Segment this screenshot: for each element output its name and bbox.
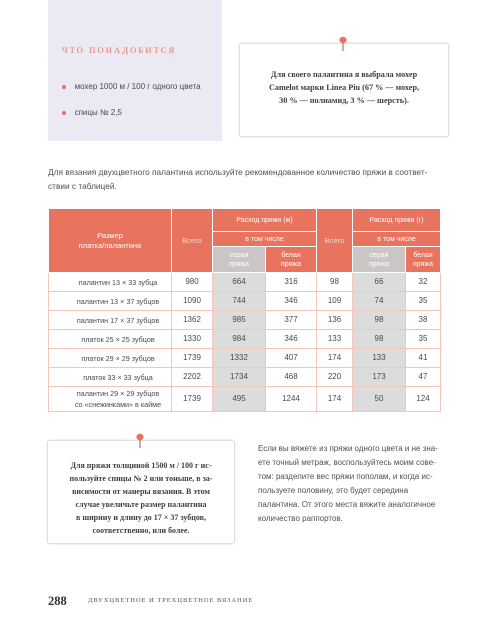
- grams-gray-header: серая пряжа: [353, 247, 406, 273]
- single-color-tip: Если вы вяжете из пряжи одного цвета и не зна- ете точный метраж, воспользуйтесь моим сове- том: разделите вес пряжи пополам, и когда ис- пользуете половину, это будет середина палантина. От этого места вяжите аналогичное количество раппортов.: [258, 444, 438, 523]
- yarn-table: [48, 208, 441, 412]
- grams-white-cell: 41: [406, 349, 441, 368]
- thick-yarn-note-text: Для пряжи толщиной 1500 м / 100 г ис- пользуйте спицы № 2 или тоньше, в за- висимости от манеры вязания. В этом случае увеличьте размер палантина в ширину и длину до 17 × 37 зубцов, соответственно, или более.: [69, 461, 213, 535]
- meters-total-cell: 980: [172, 273, 213, 292]
- grams-white-cell: 38: [406, 311, 441, 330]
- grams-total-cell: 174: [317, 387, 353, 412]
- table-row: [49, 349, 441, 368]
- meters-white-cell: 1244: [266, 387, 317, 412]
- grams-header: Расход пряжи (г): [353, 209, 441, 232]
- table-row: [49, 273, 441, 292]
- size-cell: палантин 13 × 37 зубцов: [49, 292, 172, 311]
- grams-including-header: в том числе: [353, 232, 441, 247]
- materials-heading: ЧТО ПОНАДОБИТСЯ: [62, 45, 177, 55]
- meters-white-cell: 346: [266, 292, 317, 311]
- table-row: [49, 311, 441, 330]
- size-cell: палантин 29 × 29 зубцов со «снежинками» в кайме: [49, 387, 172, 412]
- meters-gray-cell: 985: [213, 311, 266, 330]
- grams-gray-cell: 173: [353, 368, 406, 387]
- grams-white-cell: 35: [406, 330, 441, 349]
- table-row: [49, 387, 441, 412]
- meters-total-cell: 1090: [172, 292, 213, 311]
- meters-white-cell: 468: [266, 368, 317, 387]
- meters-header: Расход пряжи (м): [213, 209, 317, 232]
- size-header: Размер платка/палантина: [49, 209, 172, 273]
- grams-gray-cell: 98: [353, 311, 406, 330]
- size-cell: платок 33 × 33 зубца: [49, 368, 172, 387]
- meters-white-cell: 316: [266, 273, 317, 292]
- materials-item: [62, 107, 122, 119]
- bullet-icon: [62, 85, 66, 89]
- size-cell: платок 29 × 29 зубцов: [49, 349, 172, 368]
- meters-total-header: Всего: [172, 209, 213, 273]
- meters-gray-cell: 1332: [213, 349, 266, 368]
- grams-total-cell: 98: [317, 273, 353, 292]
- grams-gray-cell: 133: [353, 349, 406, 368]
- meters-white-cell: 346: [266, 330, 317, 349]
- grams-white-cell: 32: [406, 273, 441, 292]
- grams-total-cell: 133: [317, 330, 353, 349]
- materials-item: [62, 81, 201, 93]
- meters-gray-cell: 495: [213, 387, 266, 412]
- yarn-note-card: [240, 44, 448, 136]
- meters-gray-cell: 744: [213, 292, 266, 311]
- bullet-icon: [62, 111, 66, 115]
- size-cell: платок 25 × 25 зубцов: [49, 330, 172, 349]
- meters-white-cell: 377: [266, 311, 317, 330]
- grams-gray-cell: 74: [353, 292, 406, 311]
- meters-total-cell: 1330: [172, 330, 213, 349]
- size-cell: палантин 17 × 37 зубцов: [49, 311, 172, 330]
- table-body: [49, 273, 441, 412]
- pin-icon: [135, 433, 145, 449]
- grams-total-header: Всего: [317, 209, 353, 273]
- thick-yarn-note-card: [48, 441, 234, 543]
- yarn-note-text: Для своего палантина я выбрала мохер Camelot марки Linea Piu (67 % — мохер, 30 % — полиамид, 3 % — шерсть).: [268, 70, 420, 105]
- meters-white-cell: 407: [266, 349, 317, 368]
- header-row: [49, 209, 441, 232]
- materials-panel: [48, 0, 222, 141]
- intro-paragraph: Для вязания двухцветного палантина используйте рекомендованное количество пряжи в соответ- ствии с таблицей.: [48, 167, 428, 191]
- pin-icon: [338, 36, 348, 52]
- size-cell: палантин 13 × 33 зубца: [49, 273, 172, 292]
- grams-gray-cell: 66: [353, 273, 406, 292]
- meters-total-cell: 1739: [172, 349, 213, 368]
- table-row: [49, 292, 441, 311]
- materials-item-label: спицы № 2,5: [74, 108, 122, 117]
- grams-white-cell: 47: [406, 368, 441, 387]
- grams-white-header: белая пряжа: [406, 247, 441, 273]
- meters-gray-cell: 984: [213, 330, 266, 349]
- page-number: 288: [48, 594, 67, 608]
- meters-total-cell: 1739: [172, 387, 213, 412]
- grams-gray-cell: 98: [353, 330, 406, 349]
- grams-total-cell: 136: [317, 311, 353, 330]
- grams-total-cell: 220: [317, 368, 353, 387]
- meters-gray-header: серая пряжа: [213, 247, 266, 273]
- meters-total-cell: 2202: [172, 368, 213, 387]
- table-row: [49, 330, 441, 349]
- grams-white-cell: 124: [406, 387, 441, 412]
- grams-gray-cell: 50: [353, 387, 406, 412]
- grams-total-cell: 174: [317, 349, 353, 368]
- meters-including-header: в том числе: [213, 232, 317, 247]
- table-header: [49, 209, 441, 273]
- meters-total-cell: 1362: [172, 311, 213, 330]
- meters-gray-cell: 664: [213, 273, 266, 292]
- grams-total-cell: 109: [317, 292, 353, 311]
- meters-white-header: белая пряжа: [266, 247, 317, 273]
- table-row: [49, 368, 441, 387]
- chapter-title: ДВУХЦВЕТНОЕ И ТРЕХЦВЕТНОЕ ВЯЗАНИЕ: [88, 597, 254, 604]
- materials-item-label: мохер 1000 м / 100 г одного цвета: [74, 82, 201, 91]
- grams-white-cell: 35: [406, 292, 441, 311]
- meters-gray-cell: 1734: [213, 368, 266, 387]
